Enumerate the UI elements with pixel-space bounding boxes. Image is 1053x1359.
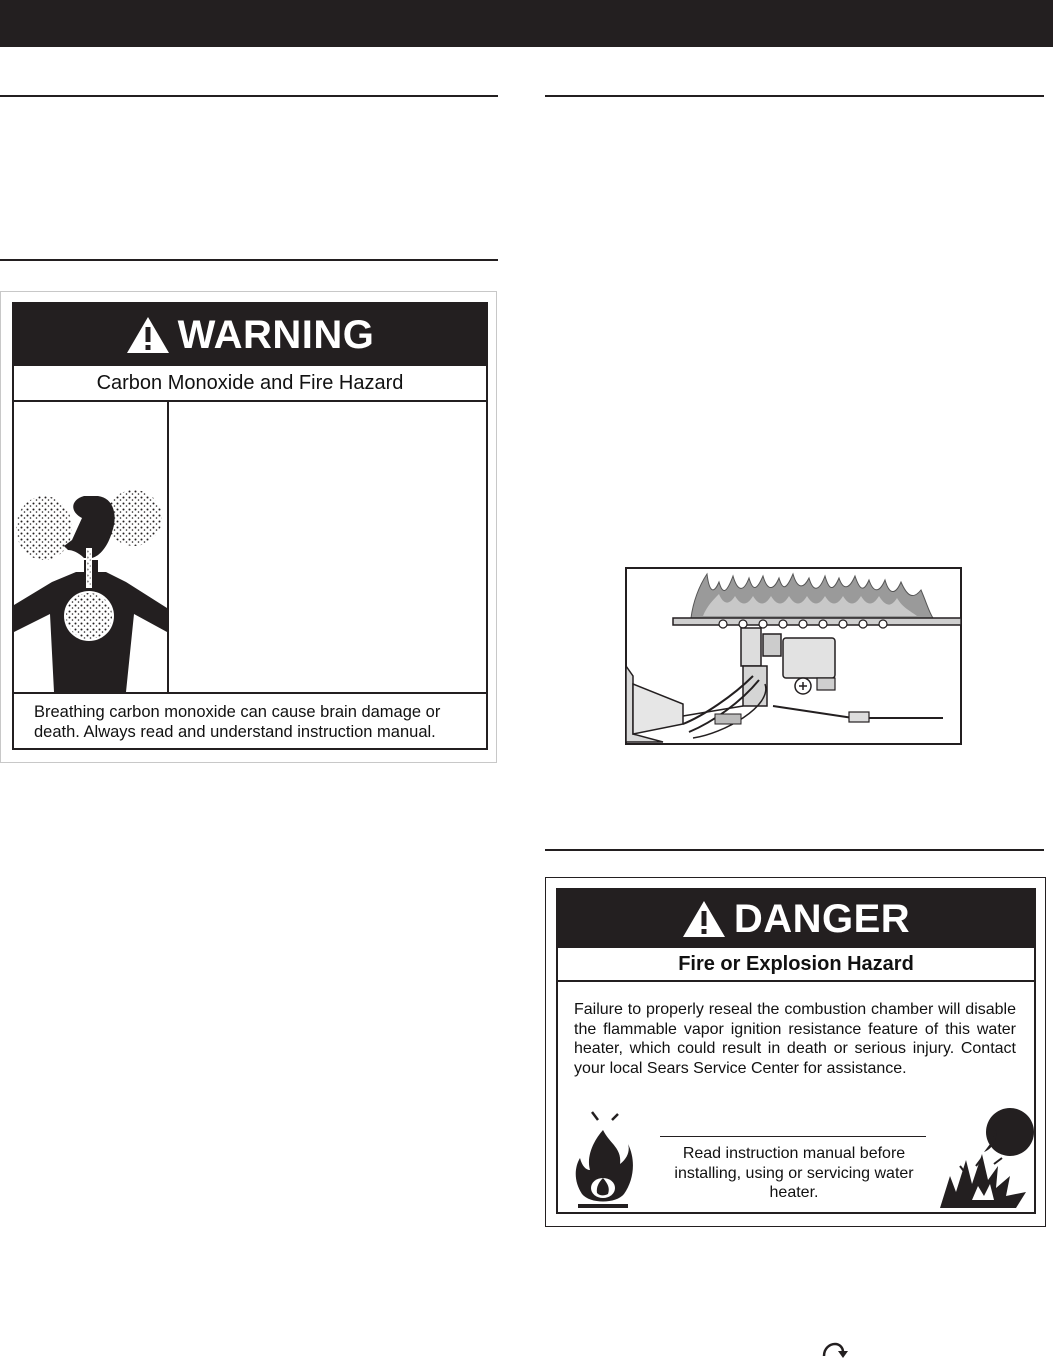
section-rule	[0, 95, 498, 97]
warning-footer-rule	[14, 692, 486, 694]
header-bar	[0, 0, 1053, 47]
warning-divider	[167, 400, 169, 692]
explosion-icon	[936, 1100, 1034, 1212]
warning-signal-word: WARNING	[177, 313, 375, 357]
alert-triangle-icon	[126, 316, 170, 354]
co-breathing-person-icon	[14, 400, 167, 692]
warning-header	[14, 304, 486, 366]
warning-label	[12, 302, 488, 750]
warning-hazard-title: Carbon Monoxide and Fire Hazard	[14, 366, 486, 402]
section-rule	[0, 259, 498, 261]
alert-triangle-icon	[682, 900, 726, 938]
danger-label	[556, 888, 1036, 1214]
fire-icon	[570, 1102, 636, 1212]
section-rule	[545, 95, 1044, 97]
rotate-arrow-icon	[820, 1340, 848, 1359]
danger-body-text: Failure to properly reseal the combustion chamber will disable the flammable vapor ignition resistance feature of this water heater, which could result in death or serious injury. Contact your local Sears Service Center for assistance.	[574, 1001, 1016, 1077]
warning-footer-text: Breathing carbon monoxide can cause brain damage or death. Always read and understand instruction manual.	[34, 703, 441, 741]
danger-signal-word: DANGER	[733, 897, 911, 941]
danger-hazard-title: Fire or Explosion Hazard	[558, 948, 1034, 982]
danger-note-text: Read instruction manual before installing, using or servicing water heater.	[674, 1145, 914, 1201]
section-rule	[545, 849, 1044, 851]
burner-assembly-illustration	[623, 566, 963, 746]
danger-header	[558, 890, 1034, 948]
danger-note-rule	[660, 1136, 926, 1137]
